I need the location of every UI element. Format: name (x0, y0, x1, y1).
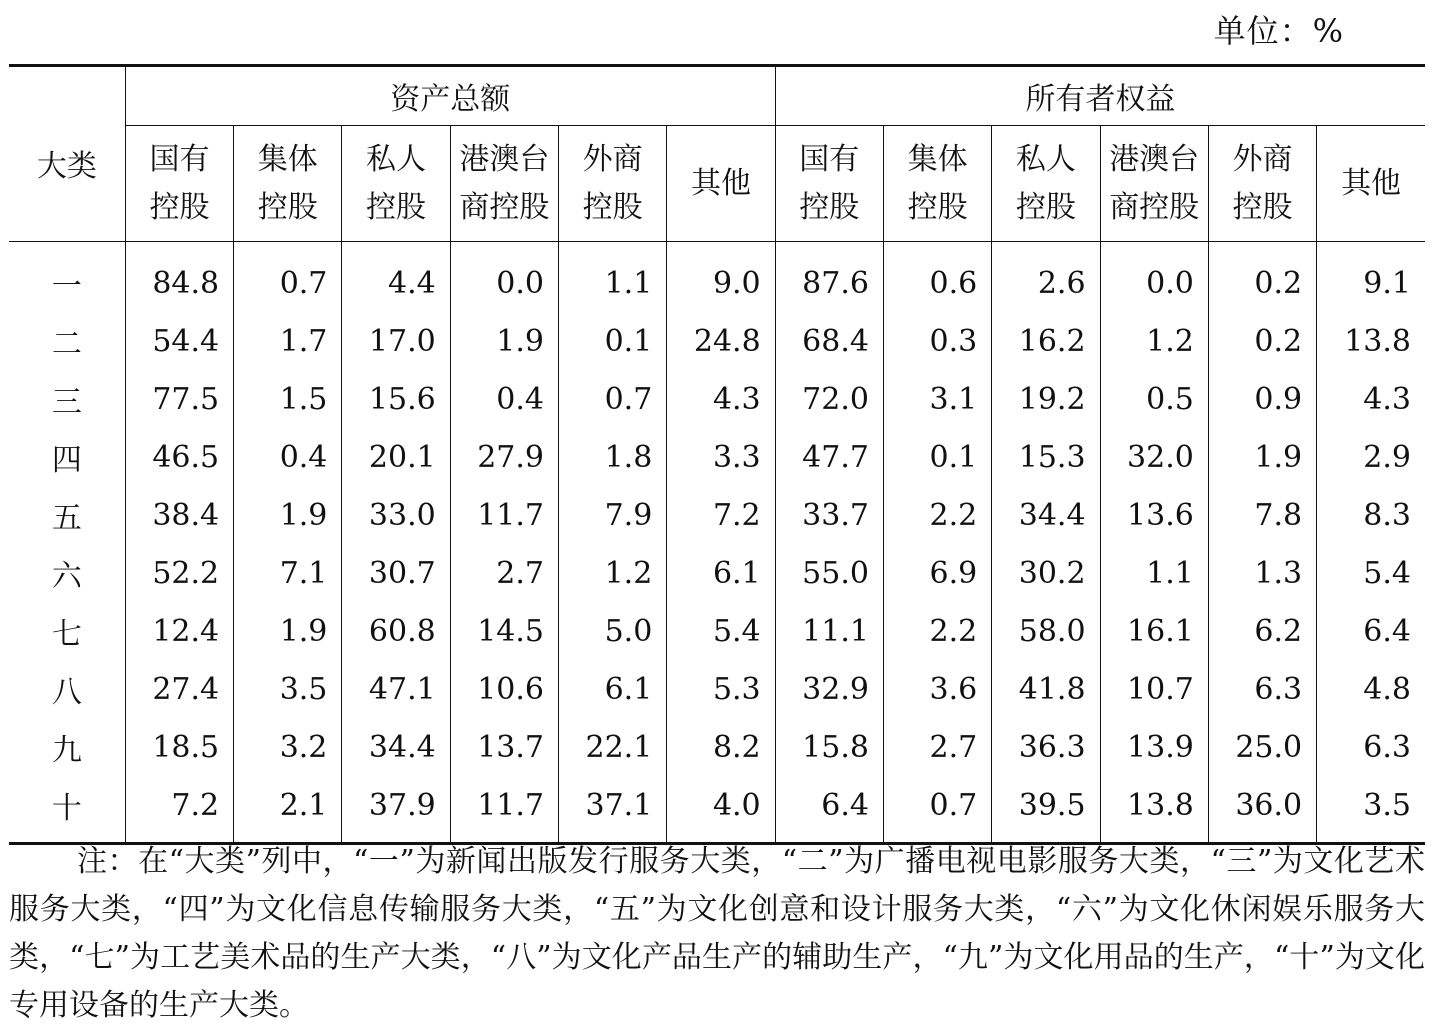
assets-value-cell: 54.4 (125, 312, 233, 370)
assets-value-cell: 11.7 (450, 486, 558, 544)
equity-value-cell: 6.3 (1317, 718, 1425, 776)
category-cell: 五 (51, 501, 82, 536)
assets-value-cell: 4.0 (667, 776, 775, 844)
equity-subheader (992, 126, 1100, 242)
equity-value-cell: 32.0 (1100, 428, 1208, 486)
category-cell: 八 (51, 675, 82, 710)
assets-value-cell: 22.1 (559, 718, 667, 776)
subheader-line: 国有 (799, 141, 860, 177)
assets-value-cell: 3.5 (234, 660, 342, 718)
category-header: 大类 (9, 66, 125, 242)
equity-subheader (775, 126, 883, 242)
equity-value-cell: 5.4 (1317, 544, 1425, 602)
assets-value-cell: 20.1 (342, 428, 450, 486)
assets-value-cell: 1.2 (559, 544, 667, 602)
equity-value-cell: 36.0 (1208, 776, 1316, 844)
assets-value-cell: 15.6 (342, 370, 450, 428)
equity-value-cell: 2.7 (883, 718, 991, 776)
equity-value-cell: 9.1 (1317, 242, 1425, 313)
table-row (9, 486, 1425, 544)
equity-value-cell: 34.4 (992, 486, 1100, 544)
category-cell: 七 (51, 617, 82, 652)
assets-value-cell: 27.4 (125, 660, 233, 718)
equity-subheader (1100, 126, 1208, 242)
assets-value-cell: 7.1 (234, 544, 342, 602)
table-body (9, 242, 1425, 844)
equity-value-cell: 55.0 (775, 544, 883, 602)
table-row (9, 428, 1425, 486)
equity-subheader (883, 126, 991, 242)
subheader-line: 控股 (907, 189, 968, 225)
equity-value-cell: 16.1 (1100, 602, 1208, 660)
table-row (9, 544, 1425, 602)
equity-value-cell: 2.2 (883, 486, 991, 544)
assets-value-cell: 52.2 (125, 544, 233, 602)
equity-value-cell: 3.6 (883, 660, 991, 718)
assets-value-cell: 7.2 (125, 776, 233, 844)
subheader-line: 其他 (1341, 165, 1402, 201)
assets-value-cell: 60.8 (342, 602, 450, 660)
assets-value-cell: 0.1 (559, 312, 667, 370)
subheader-row (9, 126, 1425, 242)
subheader-line: 私人 (366, 141, 427, 177)
assets-value-cell: 24.8 (667, 312, 775, 370)
equity-value-cell: 2.6 (992, 242, 1100, 313)
category-cell: 四 (51, 443, 82, 478)
assets-value-cell: 30.7 (342, 544, 450, 602)
group-header-equity: 所有者权益 (775, 66, 1425, 126)
subheader-line: 港澳台 (1109, 141, 1200, 177)
assets-value-cell: 1.8 (559, 428, 667, 486)
assets-subheader (234, 126, 342, 242)
assets-value-cell: 1.1 (559, 242, 667, 313)
category-cell: 三 (51, 385, 82, 420)
assets-value-cell: 7.2 (667, 486, 775, 544)
table-row (9, 660, 1425, 718)
equity-value-cell: 15.3 (992, 428, 1100, 486)
assets-value-cell: 77.5 (125, 370, 233, 428)
subheader-line: 商控股 (459, 189, 550, 225)
equity-value-cell: 30.2 (992, 544, 1100, 602)
equity-value-cell: 11.1 (775, 602, 883, 660)
assets-value-cell: 5.3 (667, 660, 775, 718)
assets-value-cell: 0.4 (450, 370, 558, 428)
assets-value-cell: 14.5 (450, 602, 558, 660)
subheader-line: 集体 (907, 141, 968, 177)
assets-value-cell: 33.0 (342, 486, 450, 544)
equity-value-cell: 7.8 (1208, 486, 1316, 544)
subheader-line: 集体 (257, 141, 318, 177)
category-cell: 六 (51, 559, 82, 594)
assets-value-cell: 9.0 (667, 242, 775, 313)
equity-value-cell: 4.3 (1317, 370, 1425, 428)
equity-value-cell: 36.3 (992, 718, 1100, 776)
assets-value-cell: 27.9 (450, 428, 558, 486)
equity-subheader (1208, 126, 1316, 242)
assets-value-cell: 0.7 (559, 370, 667, 428)
subheader-line: 外商 (1232, 141, 1293, 177)
assets-value-cell: 34.4 (342, 718, 450, 776)
subheader-line: 控股 (1015, 189, 1076, 225)
equity-value-cell: 6.2 (1208, 602, 1316, 660)
assets-value-cell: 1.7 (234, 312, 342, 370)
assets-value-cell: 6.1 (559, 660, 667, 718)
equity-value-cell: 4.8 (1317, 660, 1425, 718)
assets-value-cell: 4.4 (342, 242, 450, 313)
equity-value-cell: 87.6 (775, 242, 883, 313)
equity-value-cell: 13.8 (1100, 776, 1208, 844)
subheader-line: 商控股 (1109, 189, 1200, 225)
equity-value-cell: 0.6 (883, 242, 991, 313)
assets-value-cell: 6.1 (667, 544, 775, 602)
subheader-line: 外商 (582, 141, 643, 177)
assets-subheader (450, 126, 558, 242)
equity-value-cell: 72.0 (775, 370, 883, 428)
assets-value-cell: 2.7 (450, 544, 558, 602)
equity-value-cell: 13.9 (1100, 718, 1208, 776)
equity-value-cell: 32.9 (775, 660, 883, 718)
equity-value-cell: 0.9 (1208, 370, 1316, 428)
equity-value-cell: 2.9 (1317, 428, 1425, 486)
equity-value-cell: 47.7 (775, 428, 883, 486)
equity-value-cell: 0.5 (1100, 370, 1208, 428)
equity-value-cell: 25.0 (1208, 718, 1316, 776)
subheader-line: 国有 (149, 141, 210, 177)
subheader-line: 港澳台 (459, 141, 550, 177)
equity-value-cell: 41.8 (992, 660, 1100, 718)
assets-value-cell: 1.9 (450, 312, 558, 370)
equity-value-cell: 0.2 (1208, 312, 1316, 370)
equity-value-cell: 6.3 (1208, 660, 1316, 718)
equity-value-cell: 6.4 (775, 776, 883, 844)
category-cell: 二 (51, 327, 82, 362)
equity-value-cell: 6.9 (883, 544, 991, 602)
assets-value-cell: 18.5 (125, 718, 233, 776)
equity-value-cell: 33.7 (775, 486, 883, 544)
table-row (9, 602, 1425, 660)
unit-label: 单位：% (1213, 12, 1344, 50)
equity-value-cell: 1.9 (1208, 428, 1316, 486)
equity-value-cell: 10.7 (1100, 660, 1208, 718)
assets-value-cell: 47.1 (342, 660, 450, 718)
equity-value-cell: 1.2 (1100, 312, 1208, 370)
footnote: 注：在“大类”列中，“一”为新闻出版发行服务大类，“二”为广播电视电影服务大类，“三”为文化艺术服务大类，“四”为文化信息传输服务大类，“五”为文化创意和设计服务大类，“六”为文化休闲娱乐服务大类，“七”为工艺美术品的生产大类，“八”为文化产品生产的辅助生产，“九”为文化用品的生产，“十”为文化专用设备的生产大类。 (9, 844, 1425, 1023)
assets-value-cell: 37.1 (559, 776, 667, 844)
subheader-line: 控股 (582, 189, 643, 225)
assets-value-cell: 10.6 (450, 660, 558, 718)
equity-value-cell: 3.1 (883, 370, 991, 428)
assets-subheader (125, 126, 233, 242)
subheader-line: 控股 (149, 189, 210, 225)
equity-value-cell: 6.4 (1317, 602, 1425, 660)
equity-value-cell: 13.8 (1317, 312, 1425, 370)
group-header-assets: 资产总额 (125, 66, 775, 126)
equity-value-cell: 19.2 (992, 370, 1100, 428)
equity-value-cell: 0.7 (883, 776, 991, 844)
assets-value-cell: 0.0 (450, 242, 558, 313)
table-row (9, 312, 1425, 370)
assets-value-cell: 12.4 (125, 602, 233, 660)
assets-value-cell: 7.9 (559, 486, 667, 544)
subheader-line: 私人 (1015, 141, 1076, 177)
subheader-line: 其他 (690, 165, 751, 201)
assets-subheader (559, 126, 667, 242)
table-row (9, 370, 1425, 428)
assets-value-cell: 8.2 (667, 718, 775, 776)
assets-value-cell: 3.2 (234, 718, 342, 776)
subheader-line: 控股 (1232, 189, 1293, 225)
category-cell: 一 (51, 269, 82, 304)
assets-subheader (342, 126, 450, 242)
assets-value-cell: 84.8 (125, 242, 233, 313)
table-row (9, 776, 1425, 844)
assets-value-cell: 1.9 (234, 486, 342, 544)
equity-value-cell: 68.4 (775, 312, 883, 370)
equity-value-cell: 8.3 (1317, 486, 1425, 544)
assets-value-cell: 17.0 (342, 312, 450, 370)
equity-value-cell: 0.1 (883, 428, 991, 486)
category-cell: 九 (51, 733, 82, 768)
assets-value-cell: 13.7 (450, 718, 558, 776)
assets-value-cell: 0.4 (234, 428, 342, 486)
assets-value-cell: 2.1 (234, 776, 342, 844)
subheader-line: 控股 (257, 189, 318, 225)
equity-value-cell: 13.6 (1100, 486, 1208, 544)
equity-value-cell: 0.2 (1208, 242, 1316, 313)
ownership-share-table (9, 64, 1425, 845)
equity-value-cell: 2.2 (883, 602, 991, 660)
category-cell: 十 (9, 776, 125, 844)
table-row (9, 718, 1425, 776)
equity-value-cell: 0.3 (883, 312, 991, 370)
assets-value-cell: 5.0 (559, 602, 667, 660)
equity-value-cell: 16.2 (992, 312, 1100, 370)
assets-value-cell: 11.7 (450, 776, 558, 844)
equity-value-cell: 1.3 (1208, 544, 1316, 602)
assets-value-cell: 37.9 (342, 776, 450, 844)
equity-value-cell: 39.5 (992, 776, 1100, 844)
subheader-line: 控股 (799, 189, 860, 225)
equity-value-cell: 58.0 (992, 602, 1100, 660)
subheader-line: 控股 (366, 189, 427, 225)
assets-value-cell: 1.5 (234, 370, 342, 428)
table-row (9, 242, 1425, 313)
assets-value-cell: 38.4 (125, 486, 233, 544)
assets-subheader (667, 126, 775, 242)
assets-value-cell: 46.5 (125, 428, 233, 486)
equity-value-cell: 0.0 (1100, 242, 1208, 313)
assets-value-cell: 5.4 (667, 602, 775, 660)
equity-subheader (1317, 126, 1425, 242)
equity-value-cell: 1.1 (1100, 544, 1208, 602)
assets-value-cell: 4.3 (667, 370, 775, 428)
assets-value-cell: 1.9 (234, 602, 342, 660)
assets-value-cell: 3.3 (667, 428, 775, 486)
assets-value-cell: 0.7 (234, 242, 342, 313)
equity-value-cell: 15.8 (775, 718, 883, 776)
equity-value-cell: 3.5 (1317, 776, 1425, 844)
